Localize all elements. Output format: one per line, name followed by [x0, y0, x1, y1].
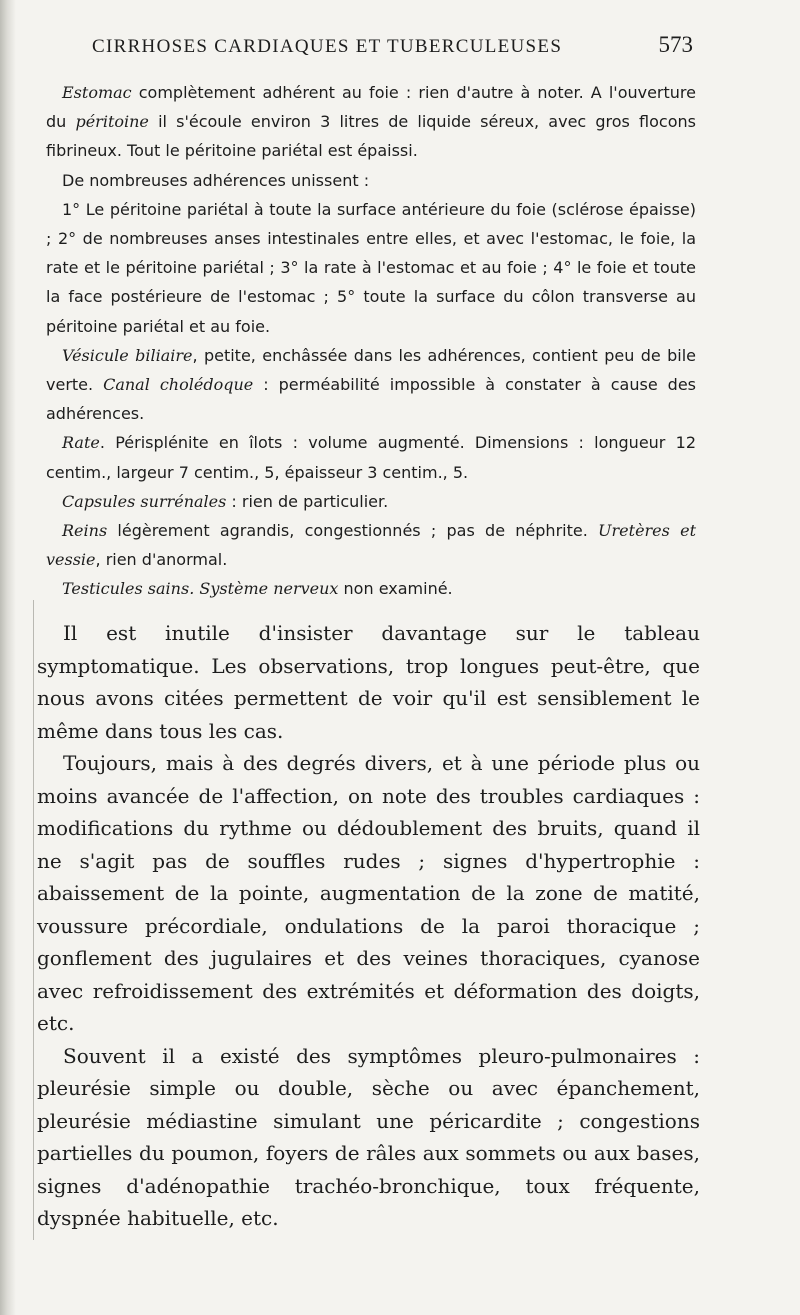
paragraph-estomac [46, 78, 696, 166]
autopsy-notes [46, 78, 696, 604]
page-binding-shadow [0, 0, 16, 1315]
running-title: CIRRHOSES CARDIAQUES ET TUBERCULEUSES [92, 36, 563, 57]
paragraph-reins [46, 516, 696, 574]
paragraph-adherences-intro: De nombreuses adhérences unissent : [62, 170, 370, 190]
term-canal-choledoque: Canal cholédoque [103, 375, 254, 395]
term-testicules-systeme-nerveux: Testicules sains. Système nerveux [62, 579, 339, 599]
text-segment: non examiné. [338, 579, 453, 599]
term-peritoine: péritoine [75, 112, 149, 132]
text-segment: complètement adhérent au foie : rien d'autre à noter. A l'ouverture du [46, 83, 696, 132]
text-segment: légèrement agrandis, congestionnés ; pas de néphrite. [107, 521, 599, 541]
term-capsules-surrenales: Capsules surrénales [62, 491, 227, 511]
paragraph-symptomes-pleuro-pulmonaires: Souvent il a existé des symptômes pleuro-pulmonaires : pleurésie simple ou double, sèche ou avec épanchement, pleurésie médiastine simulant une péricardite ; congestions partielles du poumon, foyers de râles aux sommets ou aux bases, signes d'adénopathie trachéo-bronchique, toux fréquente, dyspnée habituelle, etc. [37, 1043, 700, 1230]
paragraph-tableau-symptomatique: Il est inutile d'insister davantage sur le tableau symptomatique. Les observations, trop longues peut-être, que nous avons citées permettent de voir qu'il est sensiblement le même dans tous les cas. [37, 621, 700, 743]
paragraph-capsules [46, 487, 696, 516]
term-estomac: Estomac [62, 83, 132, 102]
text-segment: : perméabilité impossible à constater à cause des adhérences. [46, 375, 696, 424]
paragraph-testicules [46, 574, 696, 603]
term-reins: Reins [62, 521, 108, 541]
main-text [37, 617, 700, 1235]
text-segment: : rien de particulier. [226, 491, 389, 511]
paragraph-vesicule [46, 341, 696, 429]
text-segment: , petite, enchâssée dans les adhérences, contient peu de bile verte. [46, 345, 696, 395]
margin-rule [33, 600, 34, 1240]
text-segment: , rien d'anormal. [95, 550, 228, 570]
paragraph-troubles-cardiaques: Toujours, mais à des degrés divers, et à une période plus ou moins avancée de l'affection, on note des troubles cardiaques : modifications du rythme ou dédoublement des bruits, quand il ne s'agit pas de souffles rudes ; signes d'hypertrophie : abaissement de la pointe, augmentation de la zone de matité, voussure précordiale, ondulations de la paroi thoracique ; gonflement des jugulaires et des veines thoraciques, cyanose avec refroidissement des extrémités et déformation des doigts, etc. [37, 751, 700, 1035]
page-number: 573 [658, 32, 693, 57]
paragraph-rate [46, 428, 696, 486]
term-ureteres-vessie: Uretères et vessie [46, 521, 696, 570]
paragraph-adherences-list: 1° Le péritoine pariétal à toute la surface antérieure du foie (sclérose épaisse) ; 2° de nombreuses anses intestinales entre elles, et avec l'estomac, le foie, la rate et le péritoine pariétal ; 3° la rate à l'estomac et au foie ; 4° le foie et toute la face postérieure de l'estomac ; 5° toute la surface du côlon transverse au péritoine pariétal et au foie. [46, 199, 696, 336]
text-segment: . Périsplénite en îlots : volume augmenté. Dimensions : longueur 12 centim., largeur 7 centim., 5, épaisseur 3 centim., 5. [46, 433, 696, 482]
term-vesicule-biliaire: Vésicule biliaire [62, 345, 193, 365]
page-header [92, 30, 707, 64]
term-rate: Rate [62, 433, 100, 453]
text-segment: il s'écoule environ 3 litres de liquide séreux, avec gros flocons fibrineux. Tout le péritoine pariétal est épaissi. [46, 112, 696, 161]
